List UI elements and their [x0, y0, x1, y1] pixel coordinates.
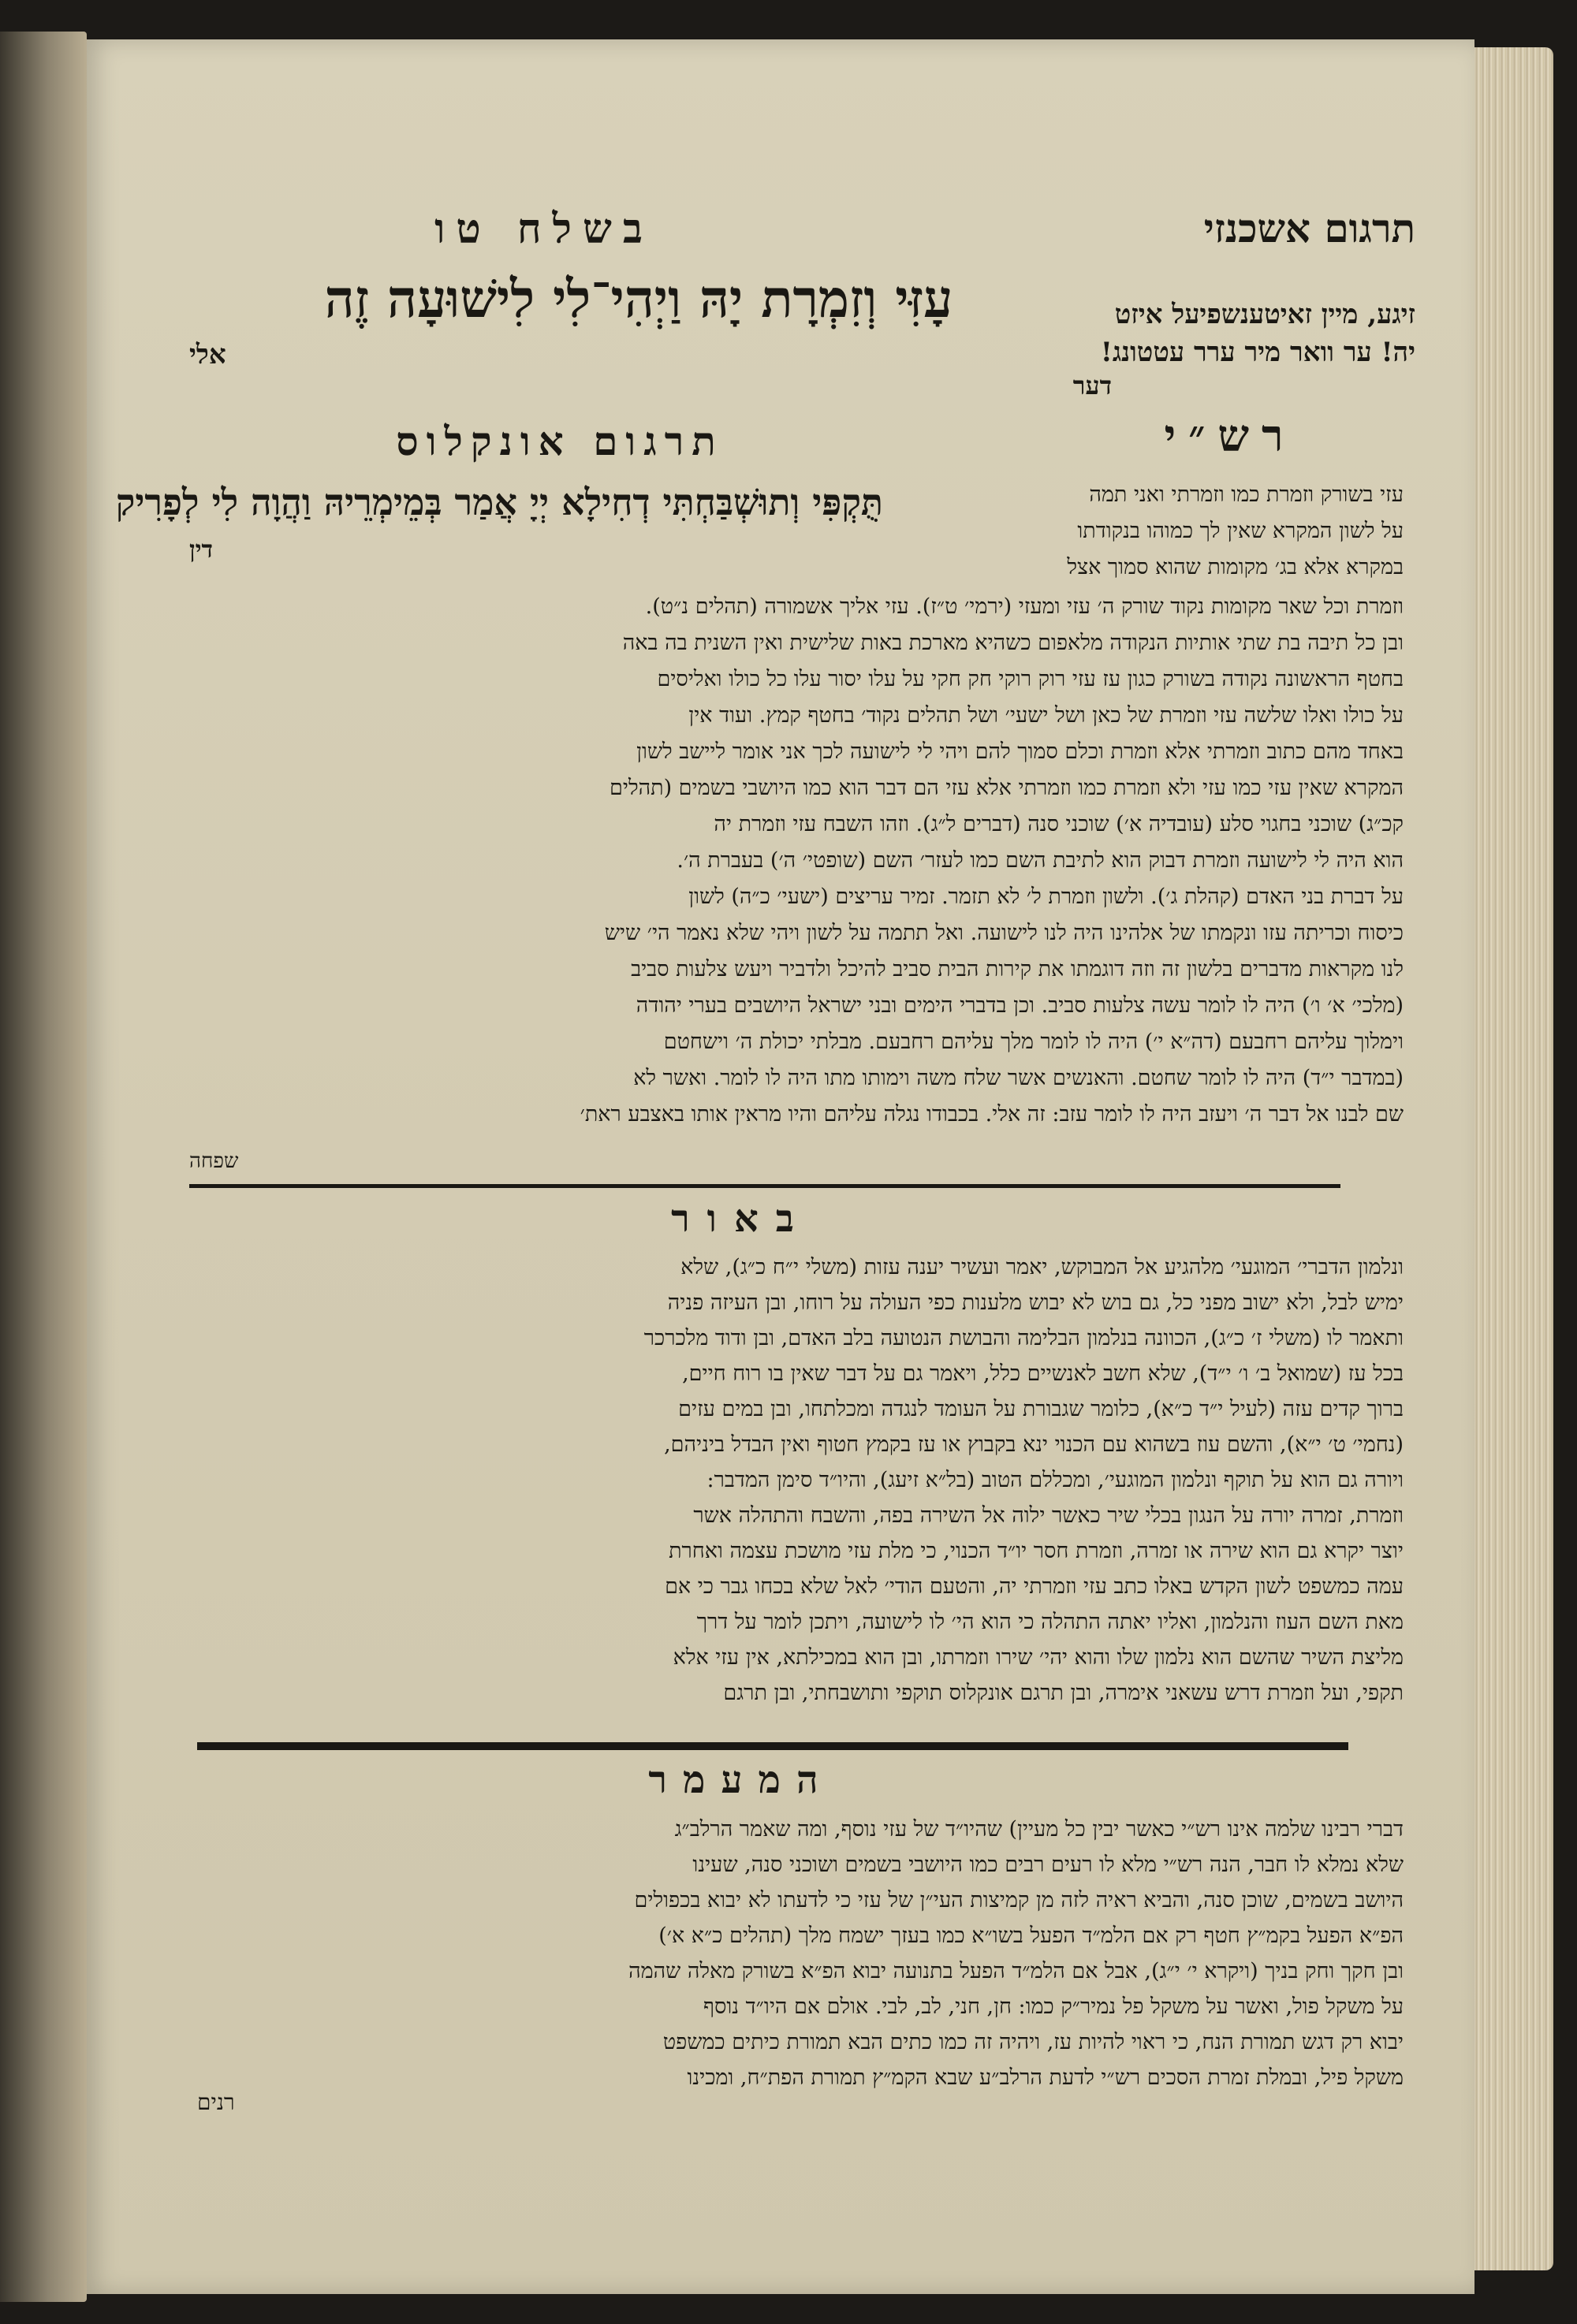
biur-line: תקפי, ועל וזמרת דרש עשאני אימרה, ובן תרגם אונקלוס תוקפי ותושבחתי, ובן תרגם [723, 1681, 1404, 1705]
section-divider [189, 1184, 1340, 1188]
biur-line: ותאמר לו (משלי ז׳ כ״ג), הכוונה בנלמון הבלימה והבושת הנטועה בלב האדם, ובן ודוד מלכרכר [643, 1326, 1404, 1350]
section-divider-thick [197, 1742, 1348, 1750]
rashi-line: כיסוח וכריתה עזו ונקמתו של אלהינו היה לנו לישועה. ואל תתמה על לשון ויהי שלא נאמר הי׳ שיש [604, 921, 1404, 945]
maamar-commentary [213, 1812, 1404, 2095]
rashi-line: בחטף הראשונה נקודה בשורק כגון עז עזי רוק רוקי חק חקי על עלו יסור עלו כל כולו ואליסים [657, 667, 1404, 691]
rashi-line: באחד מהם כתוב וזמרתי אלא וזמרת וכלם סמוך להם ויהי לי לישועה לכך אני אומר ליישב לשון [636, 739, 1404, 764]
maamar-line: שלא נמלא לו חבר, הנה רש״י מלא לו רעים רבים כמו היושבי בשמים ושוכני סנה, שעינו [692, 1853, 1404, 1877]
maamar-line: דברי רבינו שלמה אינו רש״י כאשר יבין כל מעיין) שהיו״ד של עזי נוסף, ומה שאמר הרלב״ג [674, 1817, 1404, 1842]
rashi-catchword: שפחה [189, 1149, 239, 1173]
biur-line: עמה כמשפט לשון הקדש באלו כתב עזי וזמרתי יה, והטעם הודי׳ לאל שלא בכחו גבר כי אם [665, 1574, 1404, 1599]
rashi-line: עזי בשורק וזמרת כמו וזמרתי ואני תמה [1089, 482, 1404, 507]
rashi-line: שם לבנו אל דבר ה׳ ויעזב היה לו לומר עזב: זה אלי. בכבודו נגלה עליהם והיו מראין אותו באצבע ראת׳ [580, 1102, 1404, 1127]
biur-line: יוצר יקרא גם הוא שירה או זמרה, וזמרת חסר יו״ד הכנוי, כי מלת עזי מושכת עצמה ואחרת [669, 1539, 1404, 1563]
rashi-line: במקרא אלא בג׳ מקומות שהוא סמוך אצל [1067, 555, 1404, 579]
verse-catchword: אלי [189, 339, 226, 371]
biur-line: מליצת השיר שהשם הוא נלמון שלו והוא יהי׳ שירו וזמרתו, ובן הוא במכילתא, אין עזי אלא [673, 1645, 1404, 1670]
maamar-line: ובן חקך וחק בניך (ויקרא י׳ י״ג), אבל אם הלמ״ד הפעל בתנועה יבוא הפ״א בשורק מאלה שהמה [628, 1959, 1404, 1983]
biur-heading: באור [671, 1197, 811, 1241]
onkelos-heading: תרגום אונקלוס [396, 418, 724, 464]
rashi-line: לנו מקראות מדברים בלשון זה וזה דוגמתו את קירות הבית סביב להיכל ולדביר ויעש צלעות סביב [631, 957, 1404, 981]
onkelos-catchword: דין [189, 536, 213, 564]
biur-line: ברוך קדים עזה (לעיל י״ד כ״א), כלומר שגבורת על העומד לנגדה ומכלתחו, ובן במים עזים [678, 1397, 1404, 1421]
maamar-line: הפ״א הפעל בקמ״ץ חטף רק אם הלמ״ד הפעל בשו״א כמו בעזך ישמח מלך (תהלים כ״א א׳) [658, 1924, 1404, 1948]
rashi-line: (במדבר י״ד) היה לו לומר שחטם. והאנשים אשר שלח משה וימותו מתו היה לו לומר. ואשר לא [633, 1066, 1404, 1090]
maamar-line: משקל פיל, ובמלת זמרת הסכים רש״י לדעת הרלב״ע שבא הקמ״ץ תמורת הפת״ח, ומכינו [687, 2065, 1404, 2090]
verse-line: עָזִּי וְזִמְרָת יָהּ וַיְהִי־לִי לִישׁוּעָה זֶה [324, 268, 953, 330]
parsha-title: בשלח טו [434, 205, 654, 253]
rashi-heading: רש״י [1164, 410, 1296, 462]
rashi-line: ובן כל תיבה בת שתי אותיות הנקודה מלאפום כשהיא מארכת באות שלישית ואין השנית בה באה [622, 631, 1404, 655]
rashi-line: וימלוך עליהם רחבעם (דה״א י׳) היה לו לומר מלך עליהם רחבעם. מבלתי יכולת ה׳ וישחטם [663, 1030, 1404, 1054]
rashi-line: קכ״ג) שוכני בחגוי סלע (עובדיה א׳) שוכני סנה (דברים ל״ג). וזהו השבח עזי וזמרת יה [714, 812, 1404, 836]
biur-line: מאת השם העוז והנלמון, ואליו יאתה התהלה כי הוא הי׳ לו לישועה, ויתכן לומר על דרך [696, 1610, 1404, 1634]
biur-line: בכל עז (שמואל ב׳ ו׳ י״ד), שלא חשב לאנשיים כלל, ויאמר גם על דבר שאין בו רוח חיים, [682, 1361, 1404, 1386]
biur-line: ויורה גם הוא על תוקף ונלמון המוגעי׳, ומכללם הטוב (בל״א זיעג), והיו״ד סימן המדבר: [706, 1468, 1404, 1492]
biur-commentary [213, 1250, 1404, 1711]
yiddish-line: יה! ער וואר מיר ערר עטטונג! [1100, 337, 1415, 368]
biur-line: וזמרת, זמרה יורה על הנגון בכלי שיר כאשר ילוה אל השירה בפה, והשבח והתהלה אשר [693, 1503, 1404, 1528]
rashi-top-column [938, 477, 1404, 586]
rashi-line: הוא היה לי לישועה וזמרת דבוק הוא לתיבת השם כמו לעזר׳ השם (שופטי׳ ה׳) בעברת ה׳. [677, 848, 1404, 873]
left-page-edge [0, 32, 87, 2302]
biur-line: (נחמי׳ ט׳ י״א), והשם עוז בשהוא עם הכנוי ינא בקבוץ או עז בקמץ חטוף ואין הבדל ביניהם, [664, 1432, 1404, 1457]
biur-line: ימיש לבל, ולא ישוב מפני כל, גם בוש לא יבוש מלענות כפי העולה על רוחו, ובן העיזה פניה [667, 1290, 1404, 1315]
onkelos-text: תֻּקְפִּי וְתוּשְׁבַּחְתִּי דְחִילָא יְיָ אֲמַר בְּמֵימְרֵיהּ וַהֲוָה לִי לְפָרִיק [115, 481, 883, 523]
targum-ashkenazi-title: תרגום אשכנזי [1203, 205, 1415, 251]
yiddish-line: זיגע, מיין זאיטענשפיעל איזט [1114, 299, 1415, 330]
maamar-line: היושב בשמים, שוכן סנה, והביא ראיה לזה מן קמיצות העי״ן של עזי כי לדעתו לא יבוא בכפולים [634, 1888, 1404, 1912]
biur-line: ונלמון הדברי׳ המוגעי׳ מלהגיע אל המבוקש, יאמר ועשיר יענה עזות (משלי י״ח כ״ג), שלא [680, 1255, 1404, 1279]
maamar-heading: המעמר [648, 1758, 834, 1802]
maamar-catchword: רנים [197, 2089, 235, 2115]
rashi-line: על כולו ואלו שלשה עזי וזמרת של כאן ושל ישעי׳ ושל תהלים נקוד׳ בחטף קמץ. ועוד אין [688, 703, 1404, 728]
rashi-line: המקרא שאין עזי כמו עזי ולא וזמרת כמו וזמרתי אלא עזי הם דבר הוא כמו היושבי בשמים (תהלים [610, 776, 1404, 800]
rashi-line: (מלכי׳ א׳ ו׳) היה לו לומר עשה צלעות סביב. וכן בדברי הימים ובני ישראל היושבים בערי יהודה [636, 993, 1404, 1018]
maamar-line: יבוא רק דגש תמורת הנח, כי ראוי להיות עז, ויהיה זה כמו כתים הבא תמורת כיתים כמשפט [662, 2030, 1404, 2054]
book-page [87, 39, 1474, 2294]
rashi-line: על לשון המקרא שאין לך כמוהו בנקודתו [1077, 519, 1404, 543]
yiddish-translation [974, 296, 1415, 371]
rashi-full-column [229, 589, 1404, 1133]
yiddish-catchword: דער [1072, 371, 1112, 400]
rashi-line: וזמרת וכל שאר מקומות נקוד שורק ה׳ עזי ומעזי (ירמי׳ ט״ז). עזי אליך אשמורה (תהלים נ״ט). [645, 594, 1404, 619]
rashi-line: על דברת בני האדם (קהלת ג׳). ולשון וזמרת ל׳ לא תזמר. זמיר עריצים (ישעי׳ כ״ה) לשון [688, 885, 1404, 909]
maamar-line: על משקל פול, ואשר על משקל פל נמיר״ק כמו: חן, חני, לב, לבי. אולם אם היו״ד נוסף [703, 1994, 1404, 2019]
